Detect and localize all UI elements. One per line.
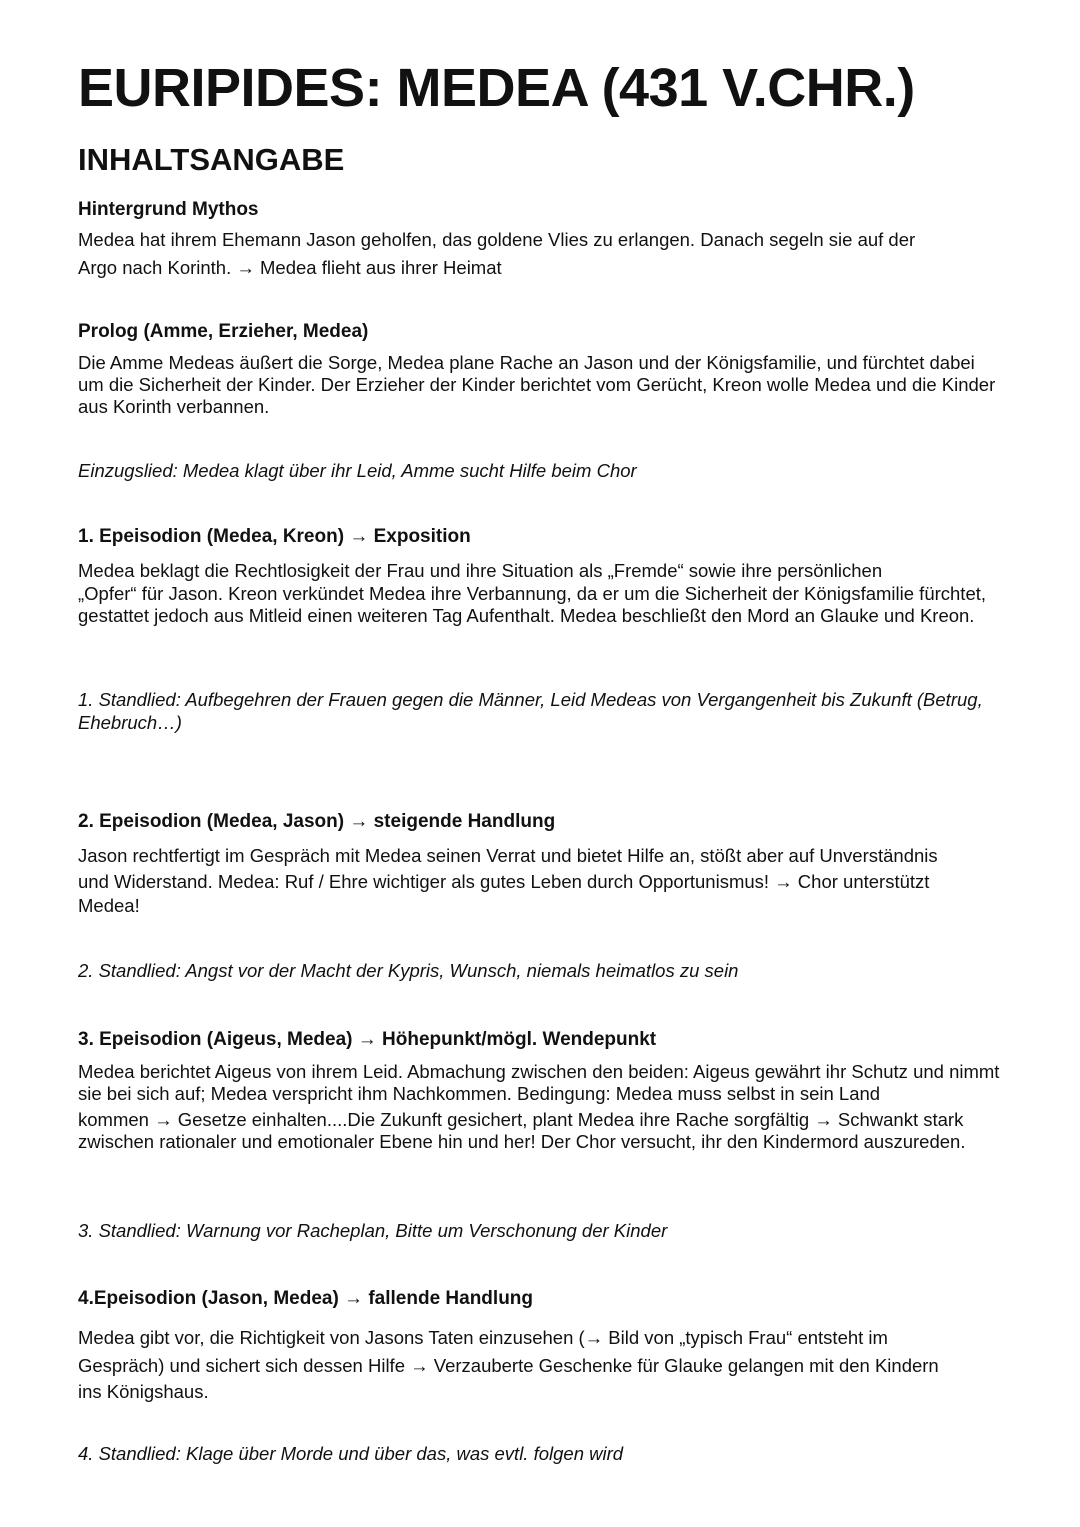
hintergrund-line-2: Argo nach Korinth. → Medea flieht aus ihrer Heimat: [78, 257, 502, 278]
epeisodion-3-heading: 3. Epeisodion (Aigeus, Medea) → Höhepunkt/mögl. Wendepunkt: [78, 1029, 657, 1050]
epeisodion-1-rest: „Opfer“ für Jason. Kreon verkündet Medea ihre Verbannung, da er um die Sicherheit der Königsfamilie fürchtet, gestattet jedoch aus Mitleid einen weiteren Tag Aufenthalt. Medea beschließt den Mord an Glauke und Kreon.: [78, 583, 987, 626]
epeisodion-3-part-1: Medea berichtet Aigeus von ihrem Leid. Abmachung zwischen den beiden: Aigeus gewährt ihr Schutz und nimmt sie bei sich auf; Medea verspricht ihm Nachkommen. Bedingung: Medea muss selbst in sein Land: [78, 1061, 1000, 1104]
standlied-1: 1. Standlied: Aufbegehren der Frauen gegen die Männer, Leid Medeas von Vergangenheit bis Zukunft (Betrug, Ehebruch…): [78, 689, 983, 733]
epeisodion-3-text: [78, 1061, 1003, 1153]
epeisodion-2-line-3: Medea!: [78, 895, 140, 916]
hintergrund-text: [78, 226, 1003, 282]
epeisodion-2-text: [78, 842, 1003, 918]
epeisodion-4-line-1: Medea gibt vor, die Richtigkeit von Jasons Taten einzusehen (→ Bild von „typisch Frau“ entsteht im: [78, 1327, 888, 1348]
epeisodion-1-text: [78, 559, 1003, 627]
epeisodion-4-heading: 4.Epeisodion (Jason, Medea) → fallende Handlung: [78, 1288, 534, 1309]
section-title: INHALTSANGABE: [78, 142, 345, 177]
epeisodion-1-heading: 1. Epeisodion (Medea, Kreon) → Exposition: [78, 526, 471, 547]
epeisodion-2-line-1: Jason rechtfertigt im Gespräch mit Medea seinen Verrat und bietet Hilfe an, stößt aber auf Unverständnis: [78, 845, 938, 866]
einzugslied: Einzugslied: Medea klagt über ihr Leid, Amme sucht Hilfe beim Chor: [78, 460, 637, 481]
prolog-text: Die Amme Medeas äußert die Sorge, Medea plane Rache an Jason und der Königsfamilie, und fürchtet dabei um die Sicherheit der Kinder. Der Erzieher der Kinder berichtet vom Gerücht, Kreon wolle Medea und die Kinder aus Korinth verbannen.: [78, 352, 996, 417]
epeisodion-4-line-2: Gespräch) und sichert sich dessen Hilfe → Verzauberte Geschenke für Glauke gelangen mit den Kindern: [78, 1355, 939, 1376]
prolog-heading: Prolog (Amme, Erzieher, Medea): [78, 321, 369, 342]
epeisodion-2-line-2: und Widerstand. Medea: Ruf / Ehre wichtiger als gutes Leben durch Opportunismus! → Chor unterstützt: [78, 871, 930, 892]
epeisodion-4-text: [78, 1323, 1003, 1404]
epeisodion-4-line-3: ins Königshaus.: [78, 1381, 209, 1402]
hintergrund-line-1: Medea hat ihrem Ehemann Jason geholfen, das goldene Vlies zu erlangen. Danach segeln sie auf der: [78, 229, 916, 250]
epeisodion-2-heading: 2. Epeisodion (Medea, Jason) → steigende Handlung: [78, 811, 556, 832]
epeisodion-1-line-1: Medea beklagt die Rechtlosigkeit der Frau und ihre Situation als „Fremde“ sowie ihre persönlichen: [78, 560, 883, 581]
standlied-3: 3. Standlied: Warnung vor Racheplan, Bitte um Verschonung der Kinder: [78, 1220, 668, 1241]
hintergrund-heading: Hintergrund Mythos: [78, 199, 259, 220]
document-title: EURIPIDES: MEDEA (431 V.CHR.): [78, 58, 915, 118]
standlied-2: 2. Standlied: Angst vor der Macht der Kypris, Wunsch, niemals heimatlos zu sein: [78, 960, 739, 981]
standlied-4: 4. Standlied: Klage über Morde und über das, was evtl. folgen wird: [78, 1443, 624, 1464]
epeisodion-3-part-2: kommen → Gesetze einhalten....Die Zukunft gesichert, plant Medea ihre Rache sorgfältig → Schwankt stark zwischen rationaler und emotionaler Ebene hin und her! Der Chor versucht, ihr den Kindermord auszureden.: [78, 1109, 966, 1152]
